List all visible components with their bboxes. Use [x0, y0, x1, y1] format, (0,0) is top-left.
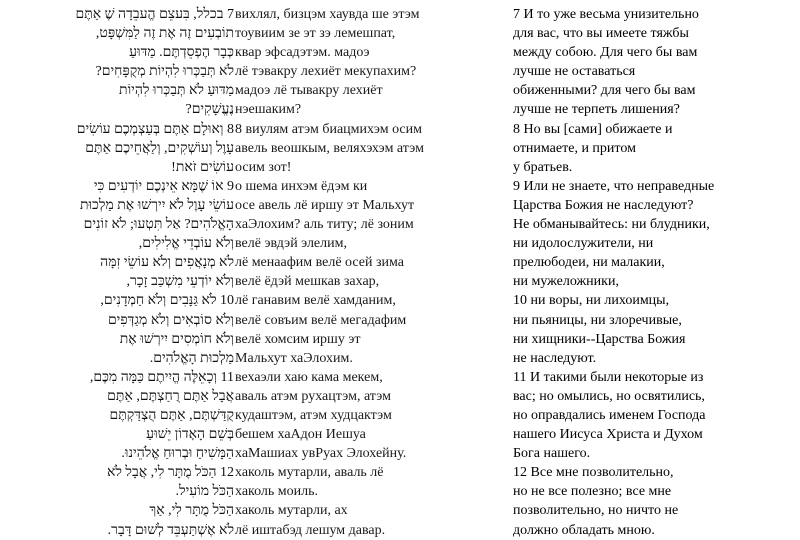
transliteration-line: квар эфсадэтэм. мадоэ: [235, 45, 370, 61]
russian-line: нашего Иисуса Христа и Духом: [513, 427, 703, 443]
transliteration-line: лё менаафим велё осей зима: [235, 255, 404, 271]
transliteration-line: велё хомсим иршу эт: [235, 331, 361, 347]
transliteration-line: вихлял, бизцэм хаувда ше этэм: [235, 7, 420, 22]
russian-line: не наследуют.: [513, 350, 597, 366]
russian-line: должно обладать мною.: [513, 522, 655, 538]
hebrew-line: וְלֹא סוֹבְאִים וְלֹא מְגַדְּפִים: [107, 312, 234, 328]
russian-line: лучше не оставаться: [513, 64, 636, 80]
transliteration-line: велё совъим велё мегадафим: [235, 312, 407, 328]
transliteration-line: авель веошкым, веляхэхэм атэм: [235, 140, 424, 156]
russian-line: 10 ни воры, ни лихоимцы,: [513, 293, 670, 309]
hebrew-line: הָאֱלֹהִים? אַל תִּטְעוּ; לֹא זוֹנִים: [83, 217, 234, 233]
hebrew-line: הַכֹּל מֻתָּר לִי, אַךְ: [149, 503, 234, 519]
transliteration-column: [235, 5, 490, 540]
russian-line: 12 Все мне позволительно,: [513, 465, 674, 481]
transliteration-line: хаколь мутарли, ах: [235, 503, 348, 519]
transliteration-line: Мальхут хаЭлохим.: [235, 350, 353, 366]
hebrew-line: 9 אוֹ שֶׁמָּא אֵינְכֶם יוֹדְעִים כִּי: [93, 178, 234, 194]
russian-line: отнимаете, и притом: [513, 140, 636, 156]
russian-line: 8 Но вы [сами] обижаете и: [513, 121, 673, 137]
hebrew-column: [6, 5, 234, 540]
hebrew-line: 7 בכלל, בִּעצֵם הֱעבֵדָה שֶׁ אַתֶּם: [75, 7, 234, 22]
hebrew-line: בְּשֵׁם הָאָדוֹן יֵשׁוּעַ: [146, 427, 234, 443]
hebrew-line: לֹא מְנָאֲפִים וְלֹא עוֹשֵׂי זִמָּה: [100, 255, 234, 271]
russian-line: Бога нашего.: [513, 446, 591, 462]
transliteration-line: лё ганавим велё хамданим,: [235, 293, 396, 309]
hebrew-line: עָוֶל וְעוֹשְׁקִים, וְלַאֲחֵיכֶם אַתֶּם: [85, 140, 234, 156]
hebrew-line: לֹא תְּבַכְּרוּ לִהְיוֹת מְקֻפָּחִים?: [95, 64, 234, 80]
russian-line: прелюбодеи, ни малакии,: [513, 255, 665, 271]
hebrew-line: הַמָּשִׁיחַ וּבְרוּחַ אֱלֹהֵינוּ.: [121, 446, 234, 462]
transliteration-line: лё иштабэд лешум давар.: [235, 522, 386, 538]
transliteration-line: осим зот!: [235, 159, 292, 175]
russian-line: ни пьяницы, ни злоречивые,: [513, 312, 682, 328]
russian-line: между собою. Для чего бы вам: [513, 45, 698, 61]
transliteration-line: о шема инхэм ёдэм ки: [235, 178, 368, 194]
hebrew-line: 11 וְכָאֵלֶּה הֱיִיתֶם כַּמָּה מִכֶּם,: [89, 369, 234, 385]
russian-line: но оправдались именем Господа: [513, 407, 706, 423]
hebrew-line: לֹא אֶשְׁתַּעְבֵּד לְשׁוּם דָּבָר.: [107, 522, 234, 538]
russian-line: 9 Или не знаете, что неправедные: [513, 178, 715, 194]
russian-line: вас; но омылись, но освятились,: [513, 388, 705, 404]
hebrew-line: מַדּוּעַ לֹא תְּבַכְּרוּ לִהְיוֹת: [119, 83, 234, 99]
hebrew-line: קֻדַּשְׁתֶּם, אַתֶּם הֻצְדַּקְתֶּם: [109, 407, 234, 423]
transliteration-line: хаколь моиль.: [235, 484, 319, 500]
transliteration-line: лё тэвакру лехиёт мекупахим?: [235, 64, 417, 80]
transliteration-line: вехаэли хаю кама мекем,: [235, 369, 383, 385]
russian-line: у братьев.: [513, 159, 573, 175]
transliteration-line: мадоэ лё тывакру лехиёт: [235, 83, 383, 99]
russian-line: для вас, что вы имеете тяжбы: [513, 26, 689, 42]
hebrew-line: נֶעֱשָׁקִים?: [185, 102, 234, 118]
transliteration-line: нэешаким?: [235, 102, 302, 118]
russian-line: позволительно, но ничто не: [513, 503, 679, 519]
russian-line: Царства Божия не наследуют?: [513, 197, 694, 213]
hebrew-line: מַלְכוּת הָאֱלֹהִים.: [149, 350, 234, 366]
russian-column: [513, 5, 798, 540]
russian-line: ни хищники--Царства Божия: [513, 331, 686, 347]
hebrew-line: וְלֹא עוֹבְדֵי אֱלִילִים,: [138, 236, 234, 252]
hebrew-line: עוֹשֵׂי עָוֶל לֹא יִירְשׁוּ אֶת מַלְכוּת: [79, 197, 234, 213]
hebrew-line: 8 וְאוּלָם אַתֶּם בְּעַצְמְכֶם עוֹשִׂים: [76, 121, 234, 137]
hebrew-line: 12 הַכֹּל מֻתָּר לִי, אֲבָל לֹא: [106, 465, 234, 481]
hebrew-line: וְלֹא יוֹדְעֵי מִשְׁכַּב זָכָר,: [126, 274, 234, 290]
hebrew-line: כְּבָר הֶפְסֵדְתֶּם. מַדּוּעַ: [129, 45, 234, 61]
russian-line: лучше не терпеть лишения?: [513, 102, 680, 118]
transliteration-line: хаколь мутарли, аваль лё: [235, 465, 384, 481]
hebrew-line: הַכֹּל מוֹעִיל.: [175, 484, 234, 500]
russian-line: но не все полезно; все мне: [513, 484, 672, 500]
transliteration-line: велё эвдэй элелим,: [235, 236, 347, 252]
russian-line: 11 И такими были некоторые из: [513, 369, 704, 385]
transliteration-line: 8 виулям атэм биацмихэм осим: [235, 121, 422, 137]
transliteration-line: тоувиим зе эт зэ лемешпат,: [235, 26, 396, 42]
russian-line: ни мужеложники,: [513, 274, 619, 290]
russian-line: обиженными? для чего бы вам: [513, 83, 696, 99]
transliteration-line: кудаштэм, атэм худцактэм: [235, 407, 392, 423]
transliteration-line: аваль атэм рухацтэм, атэм: [235, 388, 392, 404]
hebrew-line: תוֹבְעִים זֶה אֶת זֶה לַמִּשְׁפָּט,: [95, 26, 234, 42]
hebrew-line: וְלֹא חוֹמְסִים יִירְשׁוּ אֶת: [119, 331, 234, 347]
russian-line: Не обманывайтесь: ни блудники,: [513, 217, 710, 233]
russian-line: ни идолослужители, ни: [513, 236, 654, 252]
hebrew-line: עוֹשִׂים זֹאת!: [171, 159, 234, 175]
transliteration-line: хаЭлохим? аль титу; лё зоним: [235, 217, 414, 233]
russian-line: 7 И то уже весьма унизительно: [513, 7, 699, 22]
transliteration-line: хаМашиах увРуах Элохейну.: [235, 446, 407, 462]
transliteration-line: бешем хаАдон Иешуа: [235, 427, 366, 443]
transliteration-line: велё ёдэй мешкав захар,: [235, 274, 380, 290]
hebrew-line: אֲבָל אַתֶּם רֻחַצְתֶּם, אַתֶּם: [107, 388, 234, 404]
hebrew-line: 10 לֹא גַּנָּבִים וְלֹא חַמְדָנִים,: [100, 293, 234, 309]
transliteration-line: осе авель лё иршу эт Мальхут: [235, 197, 415, 213]
